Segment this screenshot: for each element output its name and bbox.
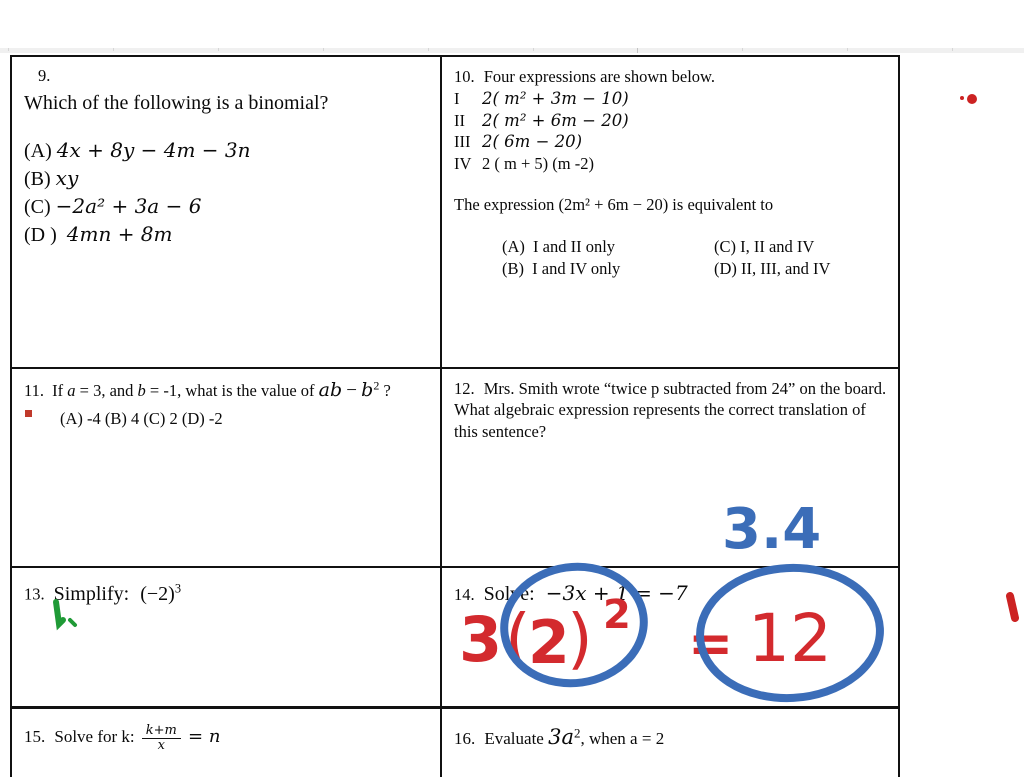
question-cell-11 — [12, 369, 442, 566]
question-number-12: 12. — [454, 379, 475, 398]
table-row — [12, 369, 898, 568]
choice-10-d — [714, 258, 830, 280]
choice-10-d-label: (D) — [714, 258, 737, 278]
question-text-16: 16. Evaluate $3a^2$, when a = 2 — [454, 725, 665, 749]
question-header-10 — [454, 66, 888, 87]
choice-9-b — [24, 165, 430, 193]
ink-red-close-paren: ) — [567, 600, 593, 677]
worksheet-table — [10, 55, 900, 777]
question-cell-16 — [442, 709, 898, 777]
choice-9-c-text: −2a² + 3a − 6 — [55, 194, 202, 218]
choice-9-c-label: (C) — [24, 196, 51, 218]
expression-10-iv — [454, 153, 888, 174]
choice-row-10-1 — [502, 236, 888, 258]
choice-10-a — [502, 236, 714, 258]
fraction-15 — [142, 724, 181, 752]
choices-line-11: (A) -4 (B) 4 (C) 2 (D) -2 — [60, 408, 223, 428]
question-number-14: 14. — [454, 585, 475, 604]
question-number-9: 9. — [38, 66, 51, 85]
question-expression-13: $(-2)^3$ — [140, 581, 182, 605]
expression-10-ii — [454, 110, 888, 131]
table-row — [12, 568, 898, 708]
question-expression-14: −3x + 1 = −7 — [545, 581, 688, 605]
question-cell-12 — [442, 369, 898, 566]
choice-9-b-text: xy — [55, 166, 79, 190]
choice-9-a-text: 4x + 8y − 4m − 3n — [56, 138, 251, 162]
ink-red-two: 2 — [528, 608, 570, 678]
choice-9-a — [24, 137, 430, 165]
question-prompt-13: Simplify: — [53, 582, 130, 605]
choice-9-d-label: (D ) — [24, 224, 57, 246]
choice-10-c — [714, 236, 814, 258]
question-number-13: 13. — [24, 584, 45, 604]
question-cell-13 — [12, 568, 442, 706]
choice-10-d-text: II, III, and IV — [741, 258, 831, 278]
ink-red-three: 3 — [459, 603, 503, 676]
choice-grid-10 — [502, 236, 888, 281]
roman-label-i: I — [454, 89, 460, 109]
expression-list-10 — [454, 88, 888, 174]
expression-10-iv-text: 2 ( m + 5) (m -2) — [482, 153, 594, 173]
ink-red-exponent: 2 — [603, 592, 631, 638]
question-text-12 — [454, 378, 888, 442]
choice-9-d — [24, 221, 430, 249]
choice-9-b-label: (B) — [24, 168, 51, 190]
question-prompt-12: Mrs. Smith wrote “twice p subtracted from 24” on the board. What algebraic expression represents the correct translation of this sentence? — [454, 379, 887, 441]
question-prompt-15: Solve for k: — [54, 726, 135, 746]
expression-10-iii — [454, 131, 888, 152]
ink-red-open-paren: ( — [505, 600, 531, 677]
roman-label-ii: II — [454, 110, 465, 130]
table-row — [12, 708, 898, 777]
question-statement-10: The expression (2m² + 6m − 20) is equivalent to — [454, 195, 774, 215]
question-number-10: 10. — [454, 67, 475, 86]
choice-9-c — [24, 193, 430, 221]
choice-10-b — [502, 258, 714, 280]
question-cell-10 — [442, 57, 898, 367]
question-prompt-10: Four expressions are shown below. — [483, 67, 716, 86]
question-cell-9 — [12, 57, 442, 367]
expression-10-i — [454, 88, 888, 109]
question-cell-14 — [442, 568, 898, 706]
table-row — [12, 57, 898, 369]
fraction-denominator-15: x — [142, 738, 181, 753]
question-number-16: 16. — [454, 729, 476, 748]
ink-red-equals: = — [688, 612, 734, 675]
ruler-strip — [0, 48, 1024, 53]
choice-10-b-text: I and IV only — [532, 258, 621, 278]
question-text-13 — [24, 580, 430, 608]
question-cell-15 — [12, 709, 442, 777]
expression-10-ii-text: 2( m² + 6m − 20) — [482, 110, 629, 130]
equation-rhs-15: = n — [188, 725, 221, 747]
expression-10-i-text: 2( m² + 3m − 10) — [482, 89, 629, 109]
expression-10-iii-text: 2( 6m − 20) — [482, 132, 583, 152]
roman-label-iii: III — [454, 132, 471, 152]
question-number-15: 15. — [24, 726, 46, 746]
ink-blue-label: 3.4 — [722, 497, 822, 562]
choice-9-a-label: (A) — [24, 140, 52, 162]
question-prompt-14: Solve: — [483, 583, 535, 605]
choice-10-c-label: (C) — [714, 236, 736, 256]
question-number-11: 11. — [24, 381, 45, 400]
question-prompt-9: Which of the following is a binomial? — [24, 92, 329, 114]
choice-9-d-text: 4mn + 8m — [66, 222, 173, 246]
ink-red-margin-mark-bottom — [1004, 592, 1024, 628]
choice-10-a-label: (A) — [502, 236, 525, 256]
choice-row-10-2 — [502, 258, 888, 280]
choice-10-c-text: I, II and IV — [740, 236, 815, 256]
fraction-numerator-15: k+m — [145, 723, 177, 738]
roman-label-iv: IV — [454, 153, 472, 173]
ink-red-margin-mark-top — [955, 88, 985, 112]
question-text-15 — [24, 724, 430, 752]
choice-10-b-label: (B) — [502, 258, 524, 278]
choice-10-a-text: I and II only — [533, 236, 616, 256]
question-text-14 — [454, 580, 888, 608]
ink-red-answer: 12 — [748, 600, 832, 677]
question-text-11: 11. If a = 3, and b = -1, what is the value of ab − $b^2$ ? — [24, 378, 391, 401]
